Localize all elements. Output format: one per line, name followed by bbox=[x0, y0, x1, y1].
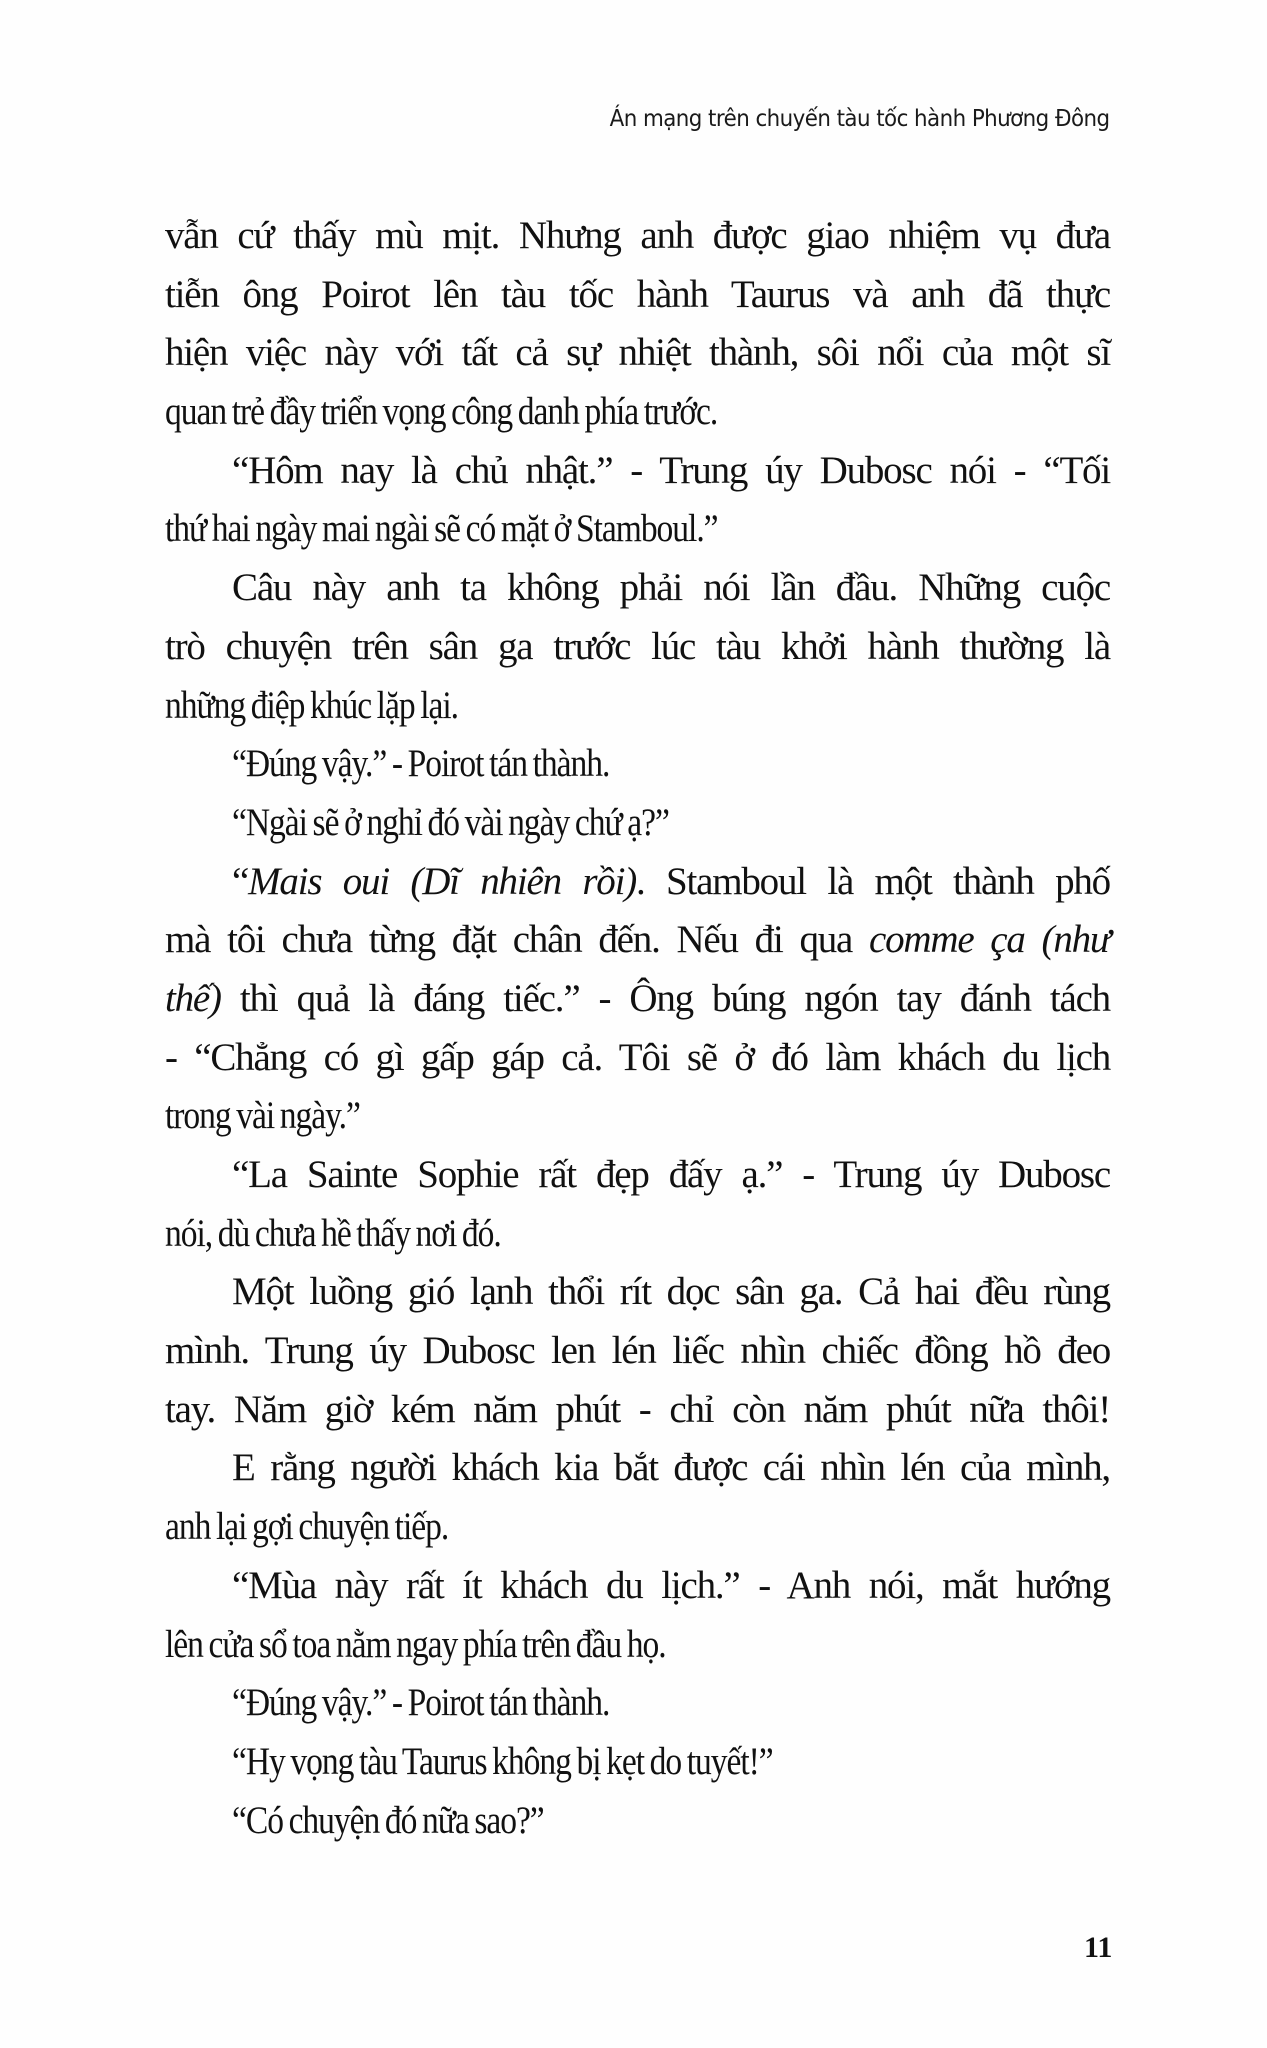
text-line-content bbox=[165, 794, 978, 853]
italic-phrase: thế) bbox=[165, 976, 221, 1020]
running-header bbox=[533, 104, 1110, 134]
text-run: “ bbox=[232, 859, 249, 903]
text-line bbox=[165, 1792, 1110, 1851]
text-run: hiện việc này với tất cả sự nhiệt thành, sôi nổi của một sĩ bbox=[165, 331, 1110, 375]
text-run: quan trẻ đầy triển vọng công danh phía trước. bbox=[165, 390, 718, 434]
text-run: trò chuyện trên sân ga trước lúc tàu khởi hành thường là bbox=[165, 624, 1110, 668]
text-line-content bbox=[165, 911, 1110, 970]
text-line bbox=[165, 207, 1110, 266]
text-line bbox=[165, 1029, 1110, 1088]
text-line-content bbox=[165, 559, 1110, 618]
text-line bbox=[165, 1322, 1110, 1381]
text-line bbox=[165, 1498, 1110, 1557]
text-run: . Stamboul là một thành phố bbox=[636, 859, 1110, 903]
text-line bbox=[165, 1381, 1110, 1440]
text-line bbox=[165, 1674, 1110, 1733]
text-line bbox=[165, 911, 1110, 970]
text-line-content bbox=[165, 970, 1110, 1029]
text-line-content bbox=[165, 442, 1110, 501]
text-line-content bbox=[165, 1263, 1110, 1322]
text-run: trong vài ngày.” bbox=[165, 1094, 360, 1138]
text-run: “Đúng vậy.” - Poirot tán thành. bbox=[231, 1681, 610, 1725]
text-line bbox=[165, 1205, 1110, 1264]
italic-phrase: comme ça (như bbox=[869, 918, 1110, 962]
text-line bbox=[165, 1146, 1110, 1205]
text-line bbox=[165, 1439, 1110, 1498]
text-run: anh lại gợi chuyện tiếp. bbox=[165, 1505, 449, 1549]
text-line bbox=[165, 442, 1110, 501]
text-run: thì quả là đáng tiếc.” - Ông búng ngón tay đánh tách bbox=[220, 976, 1110, 1020]
text-run: vẫn cứ thấy mù mịt. Nhưng anh được giao nhiệm vụ đưa bbox=[165, 214, 1110, 257]
text-line bbox=[165, 1557, 1110, 1616]
page-number: 11 bbox=[1084, 1931, 1113, 1964]
text-run: “Hy vọng tàu Taurus không bị kẹt do tuyết!” bbox=[231, 1739, 773, 1783]
text-line-content bbox=[165, 1146, 1110, 1205]
text-run: “Mùa này rất ít khách du lịch.” - Anh nói, mắt hướng bbox=[232, 1563, 1110, 1607]
text-line-content bbox=[165, 1557, 1110, 1616]
text-line-content bbox=[165, 500, 978, 559]
text-run: lên cửa sổ toa nằm ngay phía trên đầu họ. bbox=[165, 1622, 666, 1666]
text-line bbox=[165, 794, 1110, 853]
text-line bbox=[165, 618, 1110, 677]
body-text bbox=[165, 207, 1110, 1850]
text-line-content bbox=[165, 1792, 978, 1851]
running-header-title: Án mạng trên chuyến tàu tốc hành Phương Đông bbox=[610, 106, 1110, 132]
text-line bbox=[165, 500, 1110, 559]
text-line-content bbox=[165, 1733, 978, 1792]
text-line-content bbox=[165, 853, 1110, 912]
text-line-content bbox=[165, 618, 1110, 677]
text-line bbox=[165, 1733, 1110, 1792]
italic-phrase: Mais oui (Dĩ nhiên rồi) bbox=[248, 859, 637, 903]
text-line bbox=[165, 383, 1110, 442]
text-run: những điệp khúc lặp lại. bbox=[165, 683, 458, 727]
text-line bbox=[165, 1616, 1110, 1675]
text-line-content bbox=[165, 207, 1110, 266]
text-line-content bbox=[165, 1439, 1110, 1498]
text-line-content bbox=[165, 1029, 1110, 1088]
text-line-content bbox=[165, 735, 978, 794]
text-line-content bbox=[165, 324, 1110, 383]
text-line-content bbox=[165, 1498, 978, 1557]
text-run: “Đúng vậy.” - Poirot tán thành. bbox=[231, 742, 610, 786]
text-line-content bbox=[165, 266, 1110, 325]
text-line-content bbox=[165, 1087, 978, 1146]
text-line-content bbox=[165, 383, 978, 442]
text-run: tiễn ông Poirot lên tàu tốc hành Taurus và anh đã thực bbox=[165, 272, 1110, 316]
text-run: thứ hai ngày mai ngài sẽ có mặt ở Stamboul.” bbox=[165, 507, 718, 551]
text-line bbox=[165, 559, 1110, 618]
text-run: “La Sainte Sophie rất đẹp đấy ạ.” - Trung úy Dubosc bbox=[232, 1153, 1110, 1196]
text-line-content bbox=[165, 677, 978, 736]
text-line-content bbox=[165, 1205, 978, 1264]
text-line bbox=[165, 970, 1110, 1029]
text-run: nói, dù chưa hề thấy nơi đó. bbox=[165, 1211, 501, 1255]
text-line bbox=[165, 266, 1110, 325]
text-line bbox=[165, 735, 1110, 794]
text-line-content bbox=[165, 1616, 978, 1675]
text-run: Câu này anh ta không phải nói lần đầu. Những cuộc bbox=[232, 566, 1110, 610]
text-line bbox=[165, 1263, 1110, 1322]
text-line bbox=[165, 1087, 1110, 1146]
text-run: E rằng người khách kia bắt được cái nhìn lén của mình, bbox=[232, 1446, 1110, 1490]
text-run: Một luồng gió lạnh thổi rít dọc sân ga. Cả hai đều rùng bbox=[232, 1270, 1110, 1314]
text-run: tay. Năm giờ kém năm phút - chỉ còn năm phút nữa thôi! bbox=[165, 1387, 1110, 1431]
text-line-content bbox=[165, 1322, 1110, 1381]
text-run: mình. Trung úy Dubosc len lén liếc nhìn chiếc đồng hồ đeo bbox=[165, 1329, 1110, 1373]
text-run: “Ngài sẽ ở nghỉ đó vài ngày chứ ạ?” bbox=[231, 800, 669, 844]
text-line-content bbox=[165, 1674, 978, 1733]
text-line-content bbox=[165, 1381, 1110, 1440]
text-run: - “Chẳng có gì gấp gáp cả. Tôi sẽ ở đó làm khách du lịch bbox=[165, 1035, 1110, 1079]
text-line bbox=[165, 324, 1110, 383]
text-run: “Có chuyện đó nữa sao?” bbox=[231, 1798, 544, 1842]
text-line bbox=[165, 853, 1110, 912]
text-run: “Hôm nay là chủ nhật.” - Trung úy Dubosc nói - “Tối bbox=[232, 448, 1110, 492]
text-run: mà tôi chưa từng đặt chân đến. Nếu đi qua bbox=[165, 918, 869, 962]
text-line bbox=[165, 677, 1110, 736]
